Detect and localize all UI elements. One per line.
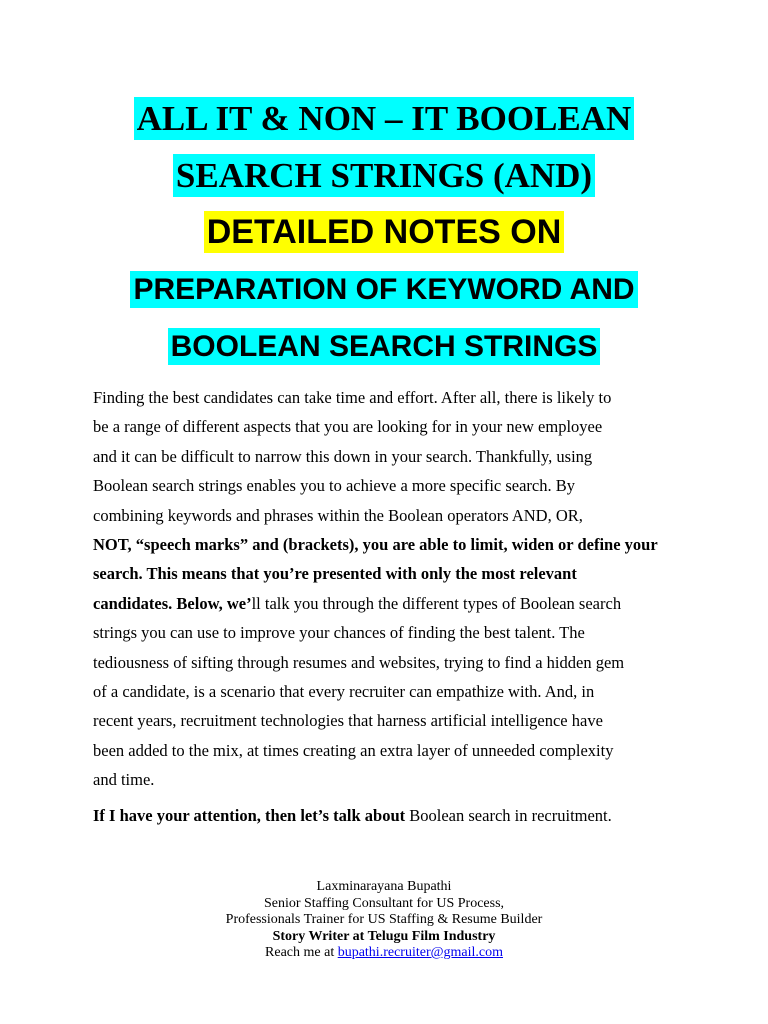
paragraph-line: of a candidate, is a scenario that every recruiter can empathize with. And, in	[93, 682, 595, 702]
title-line-2: SEARCH STRINGS (AND)	[0, 147, 768, 204]
intro-paragraph	[93, 383, 693, 795]
paragraph-line: be a range of different aspects that you are looking for in your new employee	[93, 417, 603, 437]
author-role: Senior Staffing Consultant for US Process,	[263, 895, 505, 911]
paragraph-line: NOT, “speech marks” and (brackets), you are able to limit, widen or define your	[93, 535, 658, 555]
contact-line: Reach me at bupathi.recruiter@gmail.com	[265, 945, 503, 960]
paragraph-line: strings you can use to improve your chances of finding the best talent. The	[93, 623, 585, 643]
title-line-3: DETAILED NOTES ON	[0, 204, 768, 261]
paragraph-line: Boolean search strings enables you to achieve a more specific search. By	[93, 476, 575, 496]
title-line-5: BOOLEAN SEARCH STRINGS	[0, 318, 768, 375]
attention-paragraph: If I have your attention, then let’s talk about Boolean search in recruitment.	[93, 806, 612, 825]
paragraph-line: been added to the mix, at times creating an extra layer of unneeded complexity	[93, 740, 614, 760]
author-name: Laxminarayana Bupathi	[316, 879, 452, 894]
email-link[interactable]: bupathi.recruiter@gmail.com	[337, 945, 503, 960]
paragraph-line: and time.	[93, 770, 155, 790]
author-signature	[0, 879, 768, 962]
paragraph-line: and it can be difficult to narrow this down in your search. Thankfully, using	[93, 446, 593, 466]
author-role: Professionals Trainer for US Staffing & Resume Builder	[225, 912, 543, 927]
title-line-4: PREPARATION OF KEYWORD AND	[0, 261, 768, 318]
paragraph-line: combining keywords and phrases within the Boolean operators AND, OR,	[93, 505, 583, 525]
author-role: Story Writer at Telugu Film Industry	[272, 928, 496, 944]
paragraph-line: candidates. Below, we’ll talk you through the different types of Boolean search	[93, 593, 622, 613]
title-line-1: ALL IT & NON – IT BOOLEAN	[0, 90, 768, 147]
paragraph-line: Finding the best candidates can take time and effort. After all, there is likely to	[93, 388, 612, 407]
paragraph-line: search. This means that you’re presented with only the most relevant	[93, 564, 577, 584]
paragraph-line: tediousness of sifting through resumes and websites, trying to find a hidden gem	[93, 652, 625, 672]
paragraph-line: recent years, recruitment technologies that harness artificial intelligence have	[93, 711, 603, 731]
document-title	[0, 90, 768, 375]
